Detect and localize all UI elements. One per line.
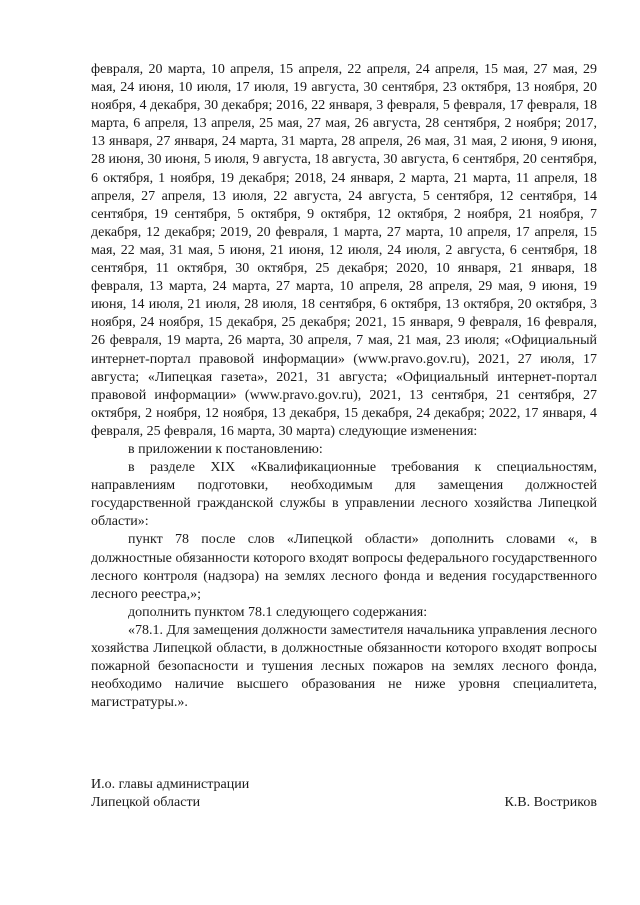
paragraph-point-78: пункт 78 после слов «Липецкой области» дополнить словами «, в должностные обязанности которого входят вопросы федерального государственного лесного контроля (надзора) на землях лесного фонда и ведения государственного лесного реестра,»; xyxy=(91,532,597,602)
continuation-paragraph: февраля, 20 марта, 10 апреля, 15 апреля, 22 апреля, 24 апреля, 15 мая, 27 мая, 29 мая, 24 июня, 10 июля, 17 июля, 19 августа, 30 сентября, 23 октября, 13 ноября, 20 ноября, 4 декабря, 30 декабря; 2016, 22 января, 3 февраля, 5 февраля, 17 февраля, 18 марта, 6 апреля, 13 апреля, 25 мая, 27 мая, 26 августа, 28 сентября, 2 ноября; 2017, 13 января, 27 января, 24 марта, 31 марта, 28 апреля, 26 мая, 31 мая, 2 июня, 9 июня, 28 июня, 30 июня, 5 июля, 9 августа, 18 августа, 30 августа, 6 сентября, 20 сентября, 6 октября, 1 ноября, 19 декабря; 2018, 24 января, 2 марта, 21 марта, 11 апреля, 18 апреля, 27 апреля, 13 июля, 22 августа, 24 августа, 5 сентября, 12 сентября, 14 сентября, 19 сентября, 5 октября, 9 октября, 12 октября, 2 ноября, 21 ноября, 7 декабря, 12 декабря; 2019, 20 февраля, 1 марта, 27 марта, 10 апреля, 17 апреля, 15 мая, 22 мая, 31 мая, 5 июня, 21 июня, 12 июля, 24 июля, 2 августа, 6 сентября, 18 сентября, 11 октября, 30 октября, 25 декабря; 2020, 10 января, 21 января, 18 февраля, 13 марта, 24 марта, 27 марта, 10 апреля, 28 апреля, 29 мая, 9 июня, 19 июня, 14 июля, 21 июля, 28 июля, 18 сентября, 6 октября, 13 октября, 20 октября, 3 ноября, 24 ноября, 15 декабря, 25 декабря; 2021, 15 января, 9 февраля, 16 февраля, 26 февраля, 19 марта, 26 марта, 30 апреля, 7 мая, 21 мая, 23 июля; «Официальный интернет-портал правовой информации» (www.pravo.gov.ru), 2021, 27 июля, 17 августа; «Липецкая газета», 2021, 31 августа; «Официальный интернет-портал правовой информации» (www.pravo.gov.ru), 2021, 13 сентября, 21 сентября, 27 октября, 2 ноября, 12 ноября, 13 декабря, 15 декабря, 24 декабря; 2022, 17 января, 4 февраля, 25 февраля, 16 марта, 30 марта) следующие изменения: xyxy=(91,62,597,439)
signatory-name: К.В. Востриков xyxy=(504,795,597,811)
signature-block xyxy=(91,776,597,812)
document-body xyxy=(91,61,597,712)
paragraph-appendix: в приложении к постановлению: xyxy=(128,441,323,457)
signature-row xyxy=(91,794,597,812)
paragraph-section-xix: в разделе XIX «Квалификационные требования к специальностям, направлениям подготовки, необходимым для замещения должностей государственной гражданской службы в управлении лесного хозяйства Липецкой области»: xyxy=(91,460,597,530)
signatory-position-line1: И.о. главы администрации xyxy=(91,777,250,792)
paragraph-point-78-1: «78.1. Для замещения должности заместителя начальника управления лесного хозяйства Липецкой области, в должностные обязанности которого входят вопросы пожарной безопасности и тушения лесных пожаров на землях лесного фонда, необходимо наличие высшего образования не ниже уровня специалитета, магистратуры.». xyxy=(91,622,597,711)
signatory-position-line2: Липецкой области xyxy=(91,795,201,811)
paragraph-add-point: дополнить пунктом 78.1 следующего содержания: xyxy=(128,604,428,620)
